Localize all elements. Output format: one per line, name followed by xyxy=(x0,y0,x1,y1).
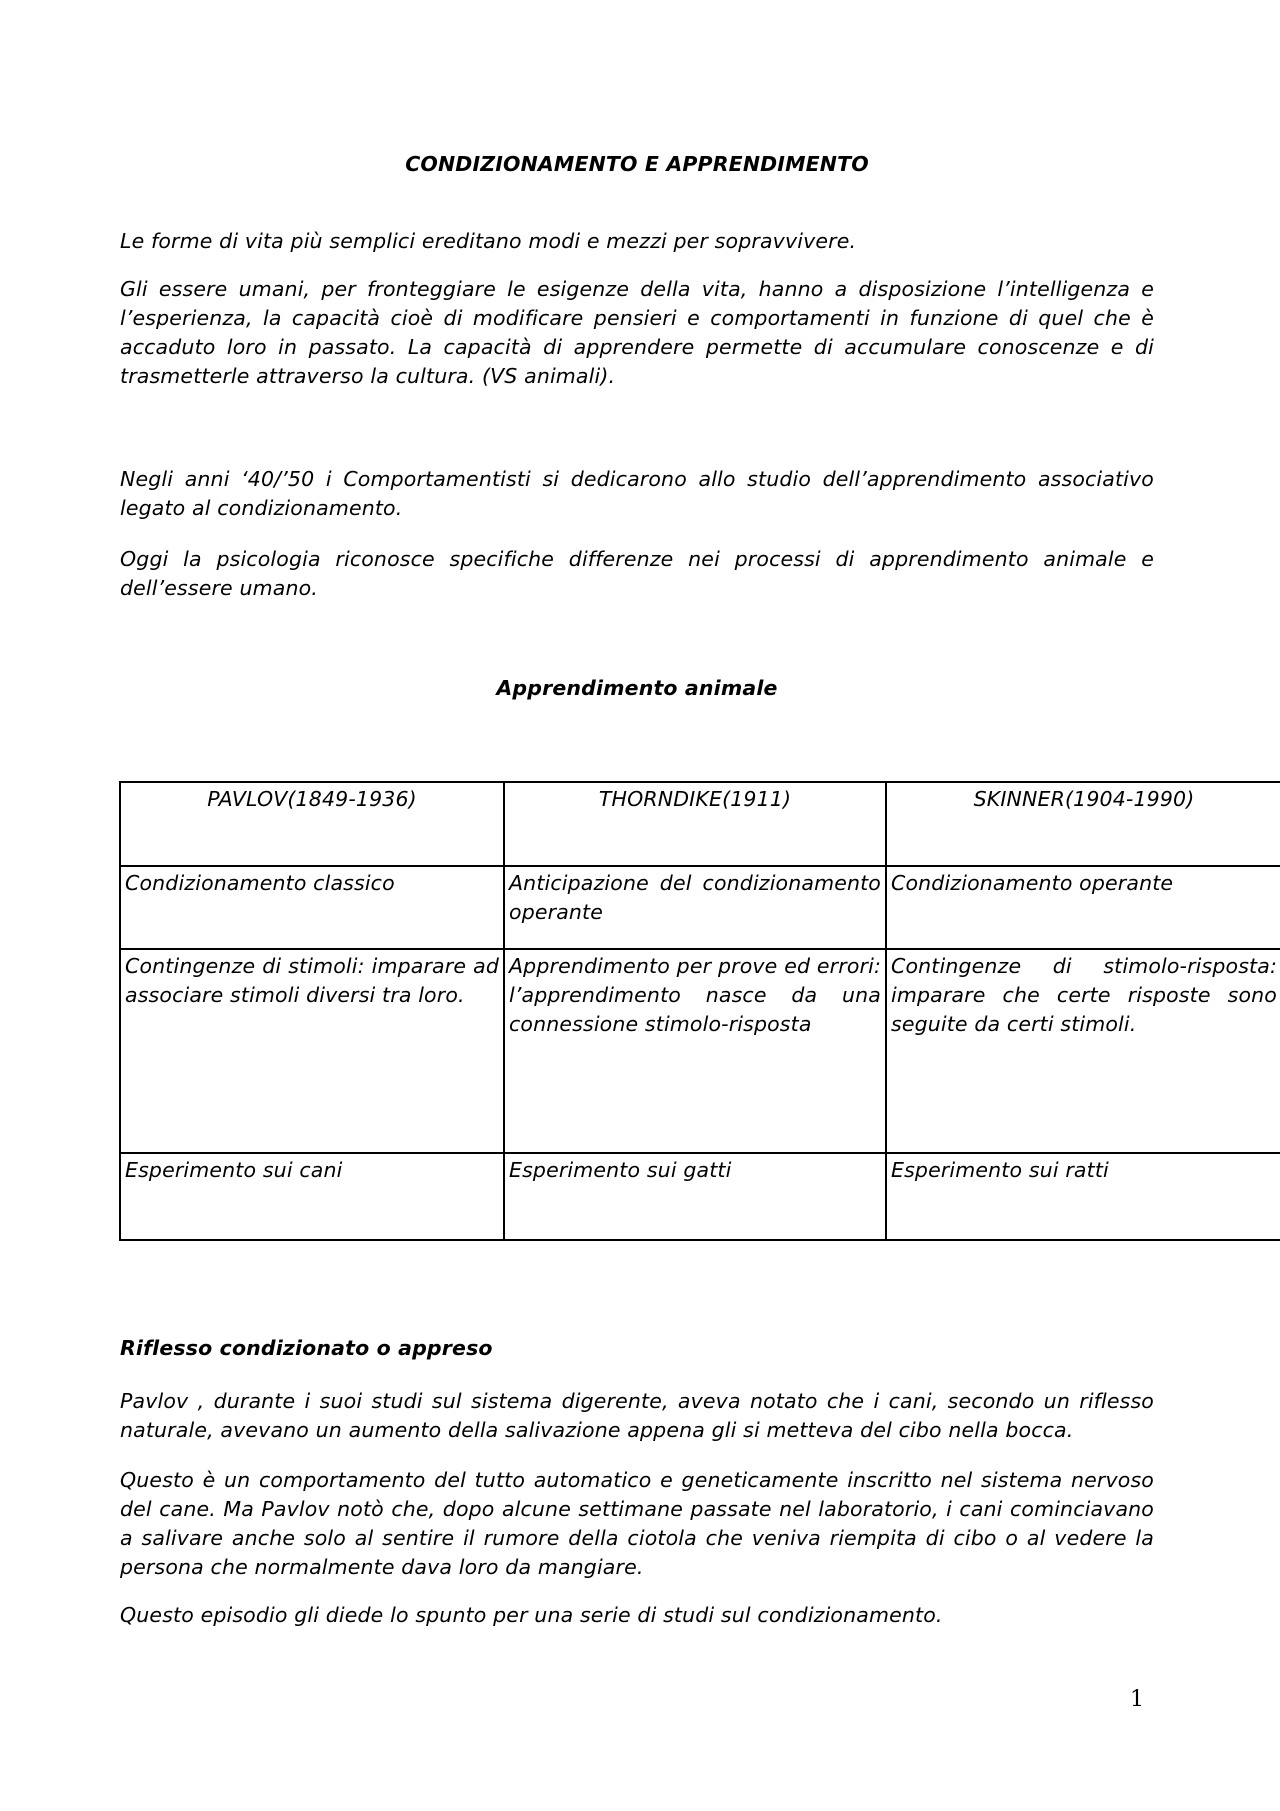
intro-paragraph-1: Le forme di vita più semplici ereditano modi e mezzi per sopravvivere. xyxy=(120,229,857,253)
section-paragraph-1: Pavlov , durante i suoi studi sul sistema digerente, aveva notato che i cani, secondo un riflesso naturale, avevano un aumento della salivazione appena gli si metteva del cibo nella bocca. xyxy=(120,1389,1154,1442)
section-heading: Riflesso condizionato o appreso xyxy=(120,1336,493,1360)
document-title: CONDIZIONAMENTO E APPRENDIMENTO xyxy=(405,152,869,176)
intro-paragraph-2: Gli essere umani, per fronteggiare le esigenze della vita, hanno a disposizione l’intelligenza e l’esperienza, la capacità cioè di modificare pensieri e comportamenti in funzione di quel che è accaduto loro in passato. La capacità di apprendere permette di accumulare conoscenze e di trasmetterle attraverso la cultura. (VS animali). xyxy=(120,277,1154,388)
table-header-cell: PAVLOV(1849-1936) xyxy=(120,782,504,866)
table-cell: Esperimento sui cani xyxy=(120,1153,504,1240)
table-cell: Anticipazione del condizionamento operante xyxy=(504,866,886,949)
table-cell: Condizionamento classico xyxy=(120,866,504,949)
table-header-row xyxy=(120,782,1280,866)
table-cell: Condizionamento operante xyxy=(886,866,1280,949)
table-cell: Contingenze di stimolo-risposta: imparare che certe risposte sono seguite da certi stimoli. xyxy=(886,949,1280,1153)
table-row xyxy=(120,1153,1280,1240)
intro-paragraph-4: Oggi la psicologia riconosce specifiche differenze nei processi di apprendimento animale e dell’essere umano. xyxy=(120,547,1154,600)
table-cell: Apprendimento per prove ed errori: l’apprendimento nasce da una connessione stimolo-risposta xyxy=(504,949,886,1153)
section-subtitle: Apprendimento animale xyxy=(496,676,778,700)
table-cell: Contingenze di stimoli: imparare ad associare stimoli diversi tra loro. xyxy=(120,949,504,1153)
table-row xyxy=(120,866,1280,949)
intro-paragraph-3: Negli anni ‘40/’50 i Comportamentisti si dedicarono allo studio dell’apprendimento associativo legato al condizionamento. xyxy=(120,467,1154,520)
page-number: 1 xyxy=(1130,1687,1145,1712)
table-header-cell: THORNDIKE(1911) xyxy=(504,782,886,866)
table-header-cell: SKINNER(1904-1990) xyxy=(886,782,1280,866)
table-cell: Esperimento sui ratti xyxy=(886,1153,1280,1240)
comparison-table xyxy=(119,781,1280,1241)
section-paragraph-2: Questo è un comportamento del tutto automatico e geneticamente inscritto nel sistema nervoso del cane. Ma Pavlov notò che, dopo alcune settimane passate nel laboratorio, i cani cominciavano a salivare anche solo al sentire il rumore della ciotola che veniva riempita di cibo o al vedere la persona che normalmente dava loro da mangiare. xyxy=(120,1468,1154,1579)
section-paragraph-3: Questo episodio gli diede lo spunto per una serie di studi sul condizionamento. xyxy=(120,1603,943,1627)
table-cell: Esperimento sui gatti xyxy=(504,1153,886,1240)
table-row xyxy=(120,949,1280,1153)
